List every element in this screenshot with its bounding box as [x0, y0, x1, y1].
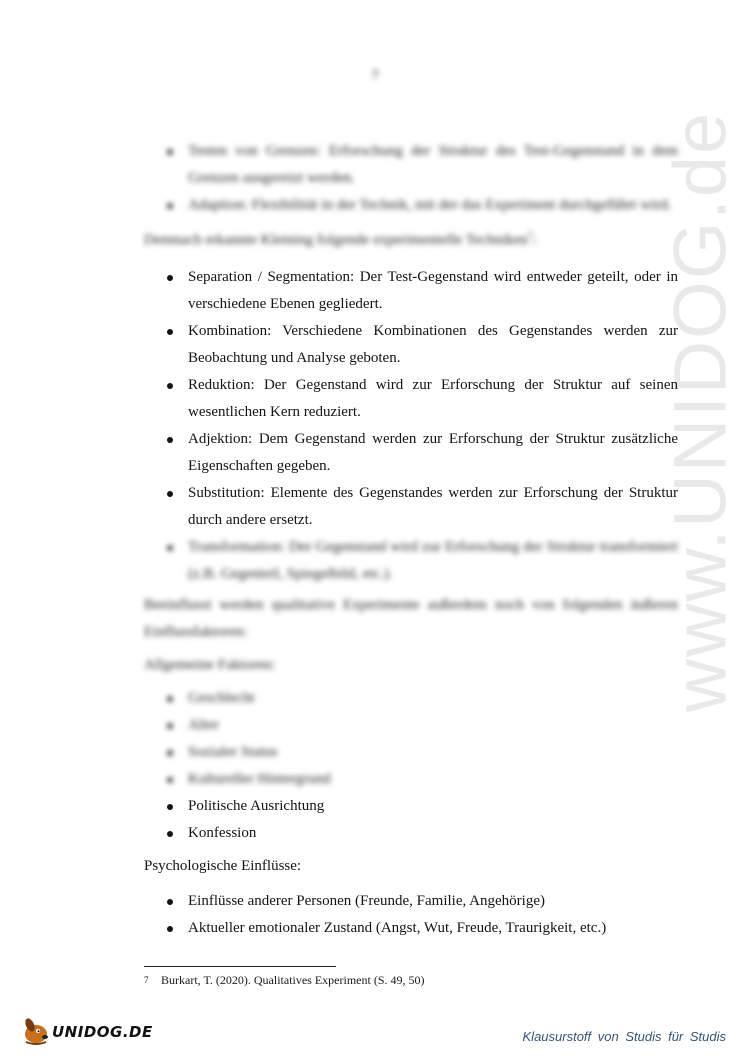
footnote-text: Burkart, T. (2020). Qualitatives Experiment (S. 49, 50) [161, 973, 425, 987]
list-item: Politische Ausrichtung [144, 793, 678, 820]
list-item: Adjektion: Dem Gegenstand werden zur Erforschung der Struktur zusätzliche Eigenschaften gegeben. [144, 426, 678, 480]
footnote-divider [144, 966, 336, 967]
footnote [144, 972, 425, 988]
list-item: Einflüsse anderer Personen (Freunde, Familie, Angehörige) [144, 888, 678, 915]
bullet-icon [167, 723, 173, 729]
bullet-icon [167, 437, 173, 443]
bullet-icon [167, 899, 173, 905]
list-item: Transformation: Der Gegenstand wird zur Erforschung der Struktur transformiert (z.B. Gegenteil, Spiegelbild, etc.). [144, 534, 678, 588]
psych-heading: Psychologische Einflüsse: [144, 858, 302, 874]
influence-paragraph: Beeinflusst werden qualitative Experimente außerdem noch von folgenden äußeren Einflussfaktoren: [144, 597, 678, 640]
general-factors-heading: Allgemeine Faktoren: [144, 657, 276, 673]
footnote-mark: 7 [144, 975, 149, 985]
bullet-icon [167, 149, 173, 155]
footer-tagline: Klausurstoff von Studis für Studis [522, 1029, 726, 1044]
list-item: Aktueller emotionaler Zustand (Angst, Wut, Freude, Traurigkeit, etc.) [144, 915, 678, 942]
logo-text: UNIDOG.DE [52, 1023, 153, 1041]
list-item: Kombination: Verschiedene Kombinationen des Gegenstandes werden zur Beobachtung und Analyse geboten. [144, 318, 678, 372]
bullet-icon [167, 777, 173, 783]
list-item: Geschlecht [144, 685, 678, 712]
bullet-icon [167, 804, 173, 810]
general-factors-list [144, 685, 678, 847]
psych-factors-list [144, 888, 678, 942]
blurred-top-list [144, 138, 678, 219]
bullet-icon [167, 383, 173, 389]
list-item: Sozialer Status [144, 739, 678, 766]
bullet-icon [167, 329, 173, 335]
list-item: Separation / Segmentation: Der Test-Gegenstand wird entweder geteilt, oder in verschiedene Ebenen gegliedert. [144, 264, 678, 318]
bullet-icon [167, 926, 173, 932]
intro-paragraph: Demnach erkannte Kleining folgende experimentelle Techniken$^7$: [144, 230, 537, 248]
list-item: Adaption: Flexibilität in der Technik, mit der das Experiment durchgeführt wird. [144, 192, 678, 219]
list-item: Konfession [144, 820, 678, 847]
page-body [144, 138, 678, 942]
watermark-text: www.UNIDOG.de [658, 110, 742, 713]
list-item: Alter [144, 712, 678, 739]
bullet-icon [167, 750, 173, 756]
bullet-icon [167, 831, 173, 837]
bullet-icon [167, 545, 173, 551]
footnote-ref: 7 [527, 230, 533, 240]
list-item: Kultureller Hintergrund [144, 766, 678, 793]
page-number: 7 [371, 68, 379, 84]
techniques-list [144, 264, 678, 588]
list-item: Testen von Grenzen: Erforschung der Struktur des Test-Gegenstand in dem Grenzen ausgereizt werden. [144, 138, 678, 192]
bullet-icon [167, 275, 173, 281]
bullet-icon [167, 491, 173, 497]
list-item: Reduktion: Der Gegenstand wird zur Erforschung der Struktur auf seinen wesentlichen Kern reduziert. [144, 372, 678, 426]
bullet-icon [167, 696, 173, 702]
list-item: Substitution: Elemente des Gegenstandes werden zur Erforschung der Struktur durch andere ersetzt. [144, 480, 678, 534]
bullet-icon [167, 203, 173, 209]
